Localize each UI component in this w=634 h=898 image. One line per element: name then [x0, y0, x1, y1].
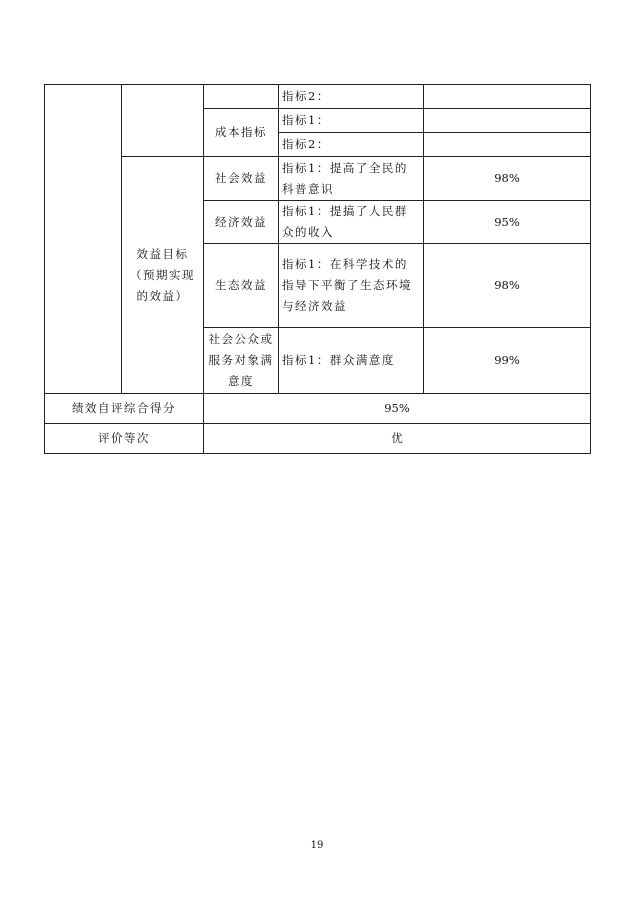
- level3-cell: 生态效益: [204, 244, 279, 328]
- indicator-cell: 指标2：: [279, 85, 424, 109]
- score-label: 绩效自评综合得分: [45, 394, 204, 424]
- value-cell: 99%: [424, 328, 591, 394]
- value-cell: [424, 133, 591, 157]
- performance-table: [44, 84, 591, 454]
- grade-row: [45, 424, 591, 454]
- page-number: 19: [310, 840, 324, 851]
- grade-label: 评价等次: [45, 424, 204, 454]
- level3-cell: 社会效益: [204, 157, 279, 201]
- indicator-cell: 指标1：群众满意度: [279, 328, 424, 394]
- indicator-cell: 指标1：提高了全民的科普意识: [279, 157, 424, 201]
- value-cell: [424, 85, 591, 109]
- table-row: [45, 85, 591, 109]
- grade-value: 优: [204, 424, 591, 454]
- score-row: [45, 394, 591, 424]
- level3-cell: [204, 85, 279, 109]
- level3-cell-cost: 成本指标: [204, 109, 279, 157]
- value-cell: 98%: [424, 244, 591, 328]
- table-row: [45, 157, 591, 201]
- level2-cell-benefit: 效益目标（预期实现的效益）: [122, 157, 204, 394]
- indicator-cell: 指标1：提搞了人民群众的收入: [279, 201, 424, 244]
- indicator-cell: 指标1：: [279, 109, 424, 133]
- value-cell: 98%: [424, 157, 591, 201]
- level1-cell: [45, 85, 122, 394]
- indicator-cell: 指标2：: [279, 133, 424, 157]
- value-cell: [424, 109, 591, 133]
- level2-cell-output: [122, 85, 204, 157]
- value-cell: 95%: [424, 201, 591, 244]
- level3-cell: 经济效益: [204, 201, 279, 244]
- level3-cell: 社会公众或服务对象满意度: [204, 328, 279, 394]
- indicator-cell: 指标1：在科学技术的指导下平衡了生态环境与经济效益: [279, 244, 424, 328]
- score-value: 95%: [204, 394, 591, 424]
